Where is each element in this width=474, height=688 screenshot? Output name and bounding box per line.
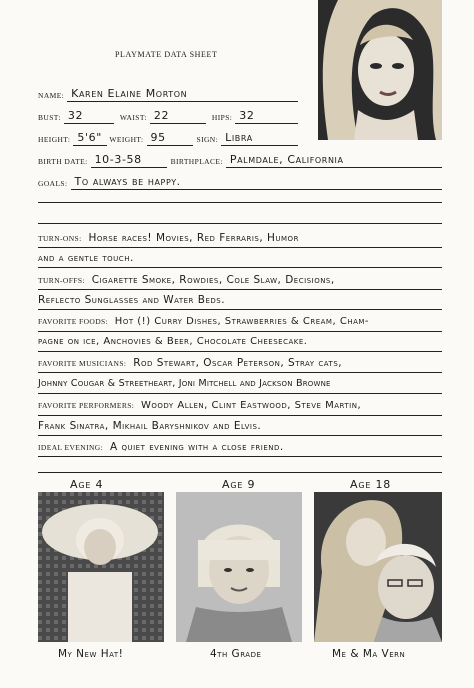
sign-label: SIGN: <box>196 135 219 144</box>
hips-value: 32 <box>235 109 298 124</box>
turn-offs-line1 <box>38 274 335 286</box>
measurements-row <box>38 106 298 124</box>
rule <box>38 289 442 290</box>
goals-value: To always be happy. <box>71 175 443 190</box>
childhood-photo-age-9 <box>176 492 302 642</box>
ideal-evening-label: IDEAL EVENING: <box>38 443 104 452</box>
rule <box>38 415 442 416</box>
favorite-musicians-line1 <box>38 357 342 369</box>
favorite-musicians-text: Rod Stewart, Oscar Peterson, Stray cats, <box>133 357 343 369</box>
name-value: Karen Elaine Morton <box>67 87 298 102</box>
favorite-foods-line1 <box>38 316 369 327</box>
rule <box>38 472 442 473</box>
favorite-foods-text: Hot (!) Curry Dishes, Strawberries & Cream, Cham- <box>114 316 370 327</box>
photo-age-18 <box>314 492 442 642</box>
turn-ons-label: TURN-ONS: <box>38 234 82 243</box>
turn-offs-text: Cigarette Smoke, Rowdies, Cole Slaw, Decisions, <box>91 274 335 286</box>
rule <box>38 372 442 373</box>
photo-age-label-1: Age 4 <box>70 478 104 491</box>
turn-ons-line1 <box>38 232 299 244</box>
turn-ons-line2: and a gentle touch. <box>38 252 134 264</box>
height-weight-sign-row <box>38 128 298 146</box>
hips-label: HIPS: <box>211 113 233 122</box>
goals-row <box>38 172 442 190</box>
blank-rule <box>38 202 442 203</box>
rule <box>38 351 442 352</box>
rule <box>38 435 442 436</box>
rule <box>38 247 442 248</box>
name-row <box>38 84 298 102</box>
ideal-evening-line <box>38 441 284 453</box>
weight-label: WEIGHT: <box>109 135 144 144</box>
favorite-foods-label: FAVORITE FOODS: <box>38 317 109 326</box>
blank-rule <box>38 223 442 224</box>
bust-value: 32 <box>64 109 114 124</box>
childhood-photo-age-4 <box>38 492 164 642</box>
favorite-foods-line2: pagne on ice, Anchovies & Beer, Chocolate Cheesecake. <box>38 336 308 347</box>
rule <box>38 331 442 332</box>
photo-caption-2: 4th Grade <box>210 648 262 660</box>
birthplace-label: BIRTHPLACE: <box>170 157 223 166</box>
sign-value: Libra <box>221 131 298 146</box>
turn-ons-text: Horse races! Movies, Red Ferraris, Humor <box>88 232 299 244</box>
height-label: HEIGHT: <box>38 135 71 144</box>
name-label: NAME: <box>38 91 65 100</box>
ideal-evening-text: A quiet evening with a close friend. <box>109 441 284 453</box>
favorite-performers-line2: Frank Sinatra, Mikhail Baryshnikov and Elvis. <box>38 420 262 432</box>
sheet-title: PLAYMATE DATA SHEET <box>115 50 218 59</box>
rule <box>38 393 442 394</box>
favorite-musicians-label: FAVORITE MUSICIANS: <box>38 359 127 368</box>
favorite-musicians-line2: Johnny Cougar & Streetheart, Joni Mitchell and Jackson Browne <box>38 378 331 389</box>
photo-caption-1: My New Hat! <box>58 648 124 660</box>
birth-date-value: 10-3-58 <box>91 153 167 168</box>
goals-label: GOALS: <box>38 179 68 188</box>
weight-value: 95 <box>147 131 193 146</box>
favorite-performers-label: FAVORITE PERFORMERS: <box>38 401 135 410</box>
photo-age-label-3: Age 18 <box>350 478 392 491</box>
height-value: 5'6" <box>73 131 107 146</box>
birthplace-value: Palmdale, California <box>226 153 442 168</box>
rule <box>38 267 442 268</box>
rule <box>38 456 442 457</box>
birth-row <box>38 150 442 168</box>
portrait-photo <box>318 0 442 140</box>
photo-age-label-2: Age 9 <box>222 478 256 491</box>
favorite-performers-line1 <box>38 400 361 411</box>
rule <box>38 309 442 310</box>
favorite-performers-text: Woody Allen, Clint Eastwood, Steve Martin, <box>140 400 362 411</box>
turn-offs-line2: Reflecto Sunglasses and Water Beds. <box>38 294 226 306</box>
waist-label: WAIST: <box>119 113 147 122</box>
bust-label: BUST: <box>38 113 61 122</box>
waist-value: 22 <box>150 109 206 124</box>
photo-caption-3: Me & Ma Vern <box>332 648 406 660</box>
turn-offs-label: TURN-OFFS: <box>38 276 85 285</box>
birth-date-label: BIRTH DATE: <box>38 157 88 166</box>
